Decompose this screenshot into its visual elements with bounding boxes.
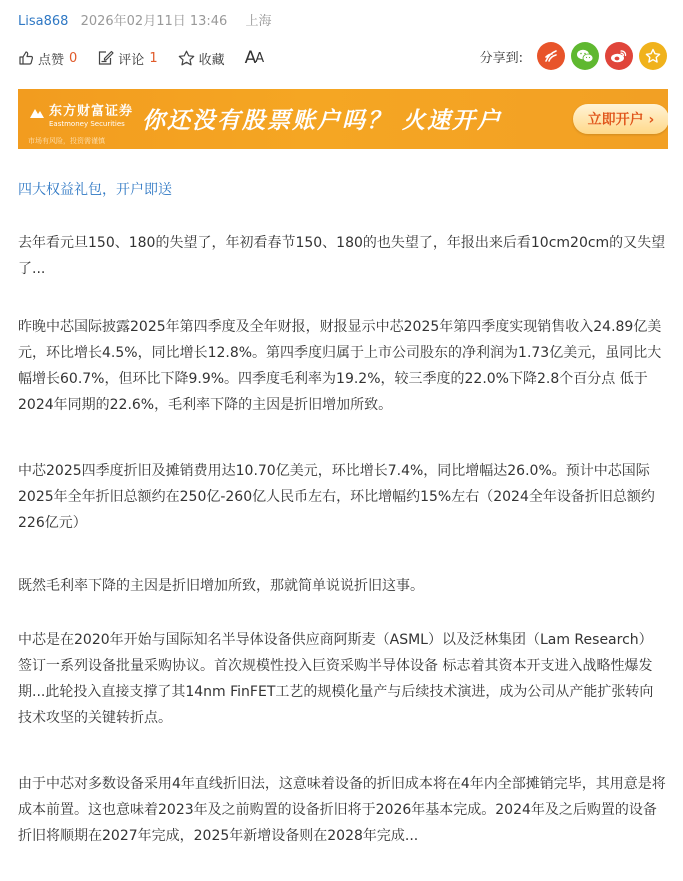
article-paragraph: 去年看元旦150、180的失望了，年初看春节150、180的也失望了，年报出来后看10cm20cm的又失望了... xyxy=(18,235,666,277)
share-guba-button[interactable] xyxy=(537,42,565,70)
weibo-icon xyxy=(610,48,628,64)
article-paragraph: 既然毛利率下降的主因是折旧增加所致，那就简单说说折旧这事。 xyxy=(18,578,424,594)
article-paragraph: 中芯2025四季度折旧及摊销费用达10.70亿美元，环比增长7.4%，同比增幅达26.0%。预计中芯国际2025年全年折旧总额约在250亿-260亿人民币左右，环比增幅约15%左右（2024全年设备折旧总额约226亿元） xyxy=(18,463,655,531)
font-size-button[interactable] xyxy=(245,48,264,68)
promo-link[interactable]: 四大权益礼包，开户即送 xyxy=(18,182,172,198)
wechat-icon xyxy=(576,48,594,64)
brand-name-cn: 东方财富证券 xyxy=(49,104,134,119)
like-label: 点赞 xyxy=(38,52,65,68)
share-weibo-button[interactable] xyxy=(605,42,633,70)
article-paragraph: 由于中芯对多数设备采用4年直线折旧法，这意味着设备的折旧成本将在4年内全部摊销完毕，其用意是将成本前置。这也意味着2023年及之前购置的设备折旧将于2026年基本完成。2024年及之后购置的设备折旧将顺期在2027年完成，2025年新增设备则在2028年完成... xyxy=(18,776,666,844)
author-name[interactable]: Lisa868 xyxy=(18,14,69,29)
share-label: 分享到: xyxy=(479,50,523,66)
like-button[interactable] xyxy=(18,49,77,68)
post-location: 上海 xyxy=(245,14,272,29)
eastmoney-logo-icon xyxy=(28,106,46,122)
comment-count: 1 xyxy=(149,50,158,66)
post-datetime: 2026年02月11日 13:46 xyxy=(80,14,228,29)
share-favorite-button[interactable] xyxy=(639,42,667,70)
open-account-banner[interactable] xyxy=(18,89,668,149)
star-outline-icon xyxy=(178,50,195,66)
open-account-button[interactable]: 立即开户 › xyxy=(573,104,668,134)
font-size-large: A xyxy=(244,48,256,68)
star-icon xyxy=(645,48,661,64)
brand-name-en: Eastmoney Securities xyxy=(49,120,125,128)
post-meta xyxy=(18,10,279,29)
comment-button[interactable] xyxy=(97,49,157,68)
guba-icon xyxy=(543,48,559,64)
like-count: 0 xyxy=(69,50,78,66)
action-bar xyxy=(18,46,283,70)
font-size-small: A xyxy=(255,50,264,66)
article-paragraph: 中芯是在2020年开始与国际知名半导体设备供应商阿斯麦（ASML）以及泛林集团（Lam Research）签订一系列设备批量采购协议。首次规模性投入巨资采购半导体设备 标志着其资本开支进入战略性爆发期...此轮投入直接支撑了其14nm FinFET工艺的规模化量产与后续技术演进，成为公司从产能扩张转向技术攻坚的关键转折点。 xyxy=(18,632,654,726)
comment-label: 评论 xyxy=(118,52,145,68)
thumbs-up-icon xyxy=(18,50,34,66)
share-bar xyxy=(480,42,667,70)
edit-icon xyxy=(97,50,114,66)
share-wechat-button[interactable] xyxy=(571,42,599,70)
eastmoney-logo xyxy=(28,100,134,145)
article-paragraph: 昨晚中芯国际披露2025年第四季度及全年财报，财报显示中芯2025年第四季度实现销售收入24.89亿美元，环比增长4.5%，同比增长12.8%。第四季度归属于上市公司股东的净利润为1.73亿美元，虽同比大幅增长60.7%，但环比下降9.9%。四季度毛利率为19.2%，较三季度的22.0%下降2.8个百分点 低于2024年同期的22.6%，毛利率下降的主因是折旧增加所致。 xyxy=(18,319,662,413)
risk-note: 市场有风险，投资需谨慎 xyxy=(28,137,105,145)
banner-headline: 你还没有股票账户吗？ 火速开户 xyxy=(142,108,503,134)
favorite-label: 收藏 xyxy=(198,52,225,68)
favorite-button[interactable] xyxy=(178,49,225,68)
